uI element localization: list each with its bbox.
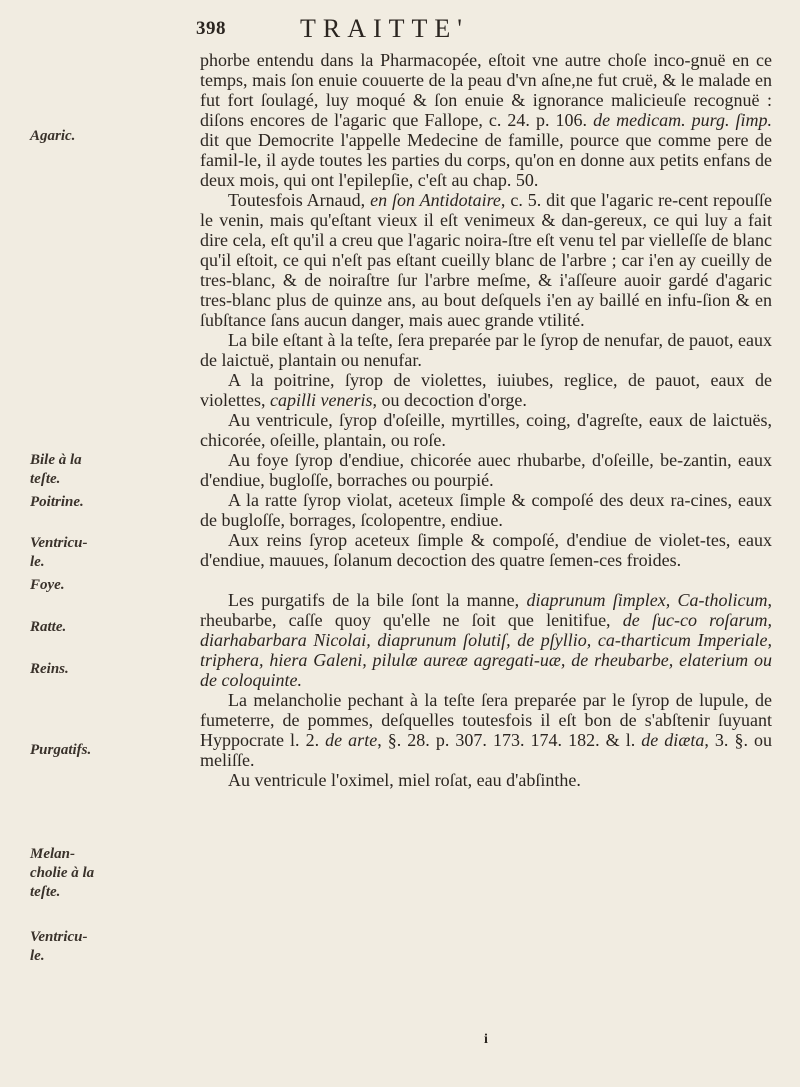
margin-note-reins: Reins. <box>30 661 69 677</box>
margin-note-ratte: Ratte. <box>30 619 67 635</box>
margin-note-ventricule: Ventricu- le. <box>30 535 88 570</box>
paragraph-reins: Aux reins ſyrop aceteux ſimple & compoſé, d'endiue de violet-tes, eaux d'endiue, mauues, ſolanum decoction des quatre ſemen-ces froides. <box>200 530 772 570</box>
paragraph-melancholie: La melancholie pechant à la teſte ſera preparée par le ſyrop de lupule, de fumeterre, de pommes, deſquelles toutesfois il eſt bon de s'abſtenir ſuyuant Hyppocrate l. 2. de arte, §. 28. p. 307. 173. 174. 182. & l. de diæta, 3. §. ou meliſſe. <box>200 690 773 770</box>
page-number: 398 <box>196 18 226 39</box>
paragraph-ventricule: Au ventricule, ſyrop d'oſeille, myrtilles, coing, d'agreſte, eaux de laictuës, chicorée, oſeille, plantain, ou roſe. <box>200 410 772 450</box>
paragraph-agaric: phorbe entendu dans la Pharmacopée, eſtoit vne autre choſe inco-gnuë en ce temps, mais ſon enuie couuerte de la peau d'vn aſne,ne fut cruë, & le malade en fut fort ſoulagé, luy moqué & ſon enuie & ignorance malicieuſe recognuë : diſons encores de l'agaric que Fallope, c. 24. p. 106. de medicam. purg. ſimp. dit que Democrite l'appelle Medecine de famille, pource que comme pere de famil-le, il ayde toutes les parties du corps, qu'on en donne aux petits enfans de deux mois, qui ont l'epilepſie, c'eſt au chap. 50. <box>200 50 773 190</box>
paragraph-arnaud: Toutesfois Arnaud, en ſon Antidotaire, c. 5. dit que l'agaric re-cent repouſſe le venin, mais qu'eſtant vieux il eſt venimeux & dan-gereux, ce qui luy a fait dire cela, eſt qu'il a creu que l'agaric noira-ſtre eſt venu tel par vielleſſe de blanc qu'il eſtoit, ce qui n'eſt pas eſtant cueilly blanc de l'arbre ; car i'en ay cueilly de tres-blanc, & de noiraſtre ſur l'arbre meſme, & i'aſſeure auoir gardé d'agaric tres-blanc plus de quinze ans, au bout deſquels i'en ay baillé en infu-ſion & en ſubſtance ſans aucun danger, mais auec grande vtilité. <box>200 190 772 330</box>
margin-note-bile: Bile à la teſte. <box>30 452 82 487</box>
margin-note-purgatifs: Purgatifs. <box>30 742 92 758</box>
paragraph-ventricule-2: Au ventricule l'oximel, miel roſat, eau d'abſinthe. <box>228 770 581 790</box>
margin-note-melancholie: Melan- cholie à la teſte. <box>30 846 95 900</box>
page-body <box>200 50 772 790</box>
margin-note-ventricule-2: Ventricu- le. <box>30 929 88 964</box>
margin-note-agaric: Agaric. <box>30 128 76 144</box>
paragraph-foye: Au foye ſyrop d'endiue, chicorée auec rhubarbe, d'oſeille, be-zantin, eaux d'endiue, bugloſſe, borraches ou pourpié. <box>200 450 772 490</box>
margin-note-foye: Foye. <box>30 577 65 593</box>
running-title: TRAITTE' <box>300 14 469 43</box>
signature-mark: i <box>484 1032 488 1047</box>
paragraph-bile: La bile eſtant à la teſte, ſera preparée par le ſyrop de nenufar, de pauot, eaux de laictuë, plantain ou nenufar. <box>200 330 772 370</box>
margin-note-poitrine: Poitrine. <box>30 494 84 510</box>
paragraph-ratte: A la ratte ſyrop violat, aceteux ſimple & compoſé des deux ra-cines, eaux de bugloſſe, borrages, ſcolopentre, endiue. <box>200 490 772 530</box>
paragraph-purgatifs: Les purgatifs de la bile ſont la manne, diaprunum ſimplex, Ca-tholicum, rheubarbe, caſſe quoy qu'elle ne ſoit que lenitifue, de ſuc-co roſarum, diarhabarbara Nicolai, diaprunum ſolutiſ, de pſyllio, ca-tharticum Imperiale, triphera, hiera Galeni, pilulæ aureæ agregati-uæ, de rheubarbe, elaterium ou de coloquinte. <box>200 590 773 690</box>
paragraph-poitrine: A la poitrine, ſyrop de violettes, iuiubes, reglice, de pauot, eaux de violettes, capilli veneris, ou decoction d'orge. <box>200 370 772 410</box>
